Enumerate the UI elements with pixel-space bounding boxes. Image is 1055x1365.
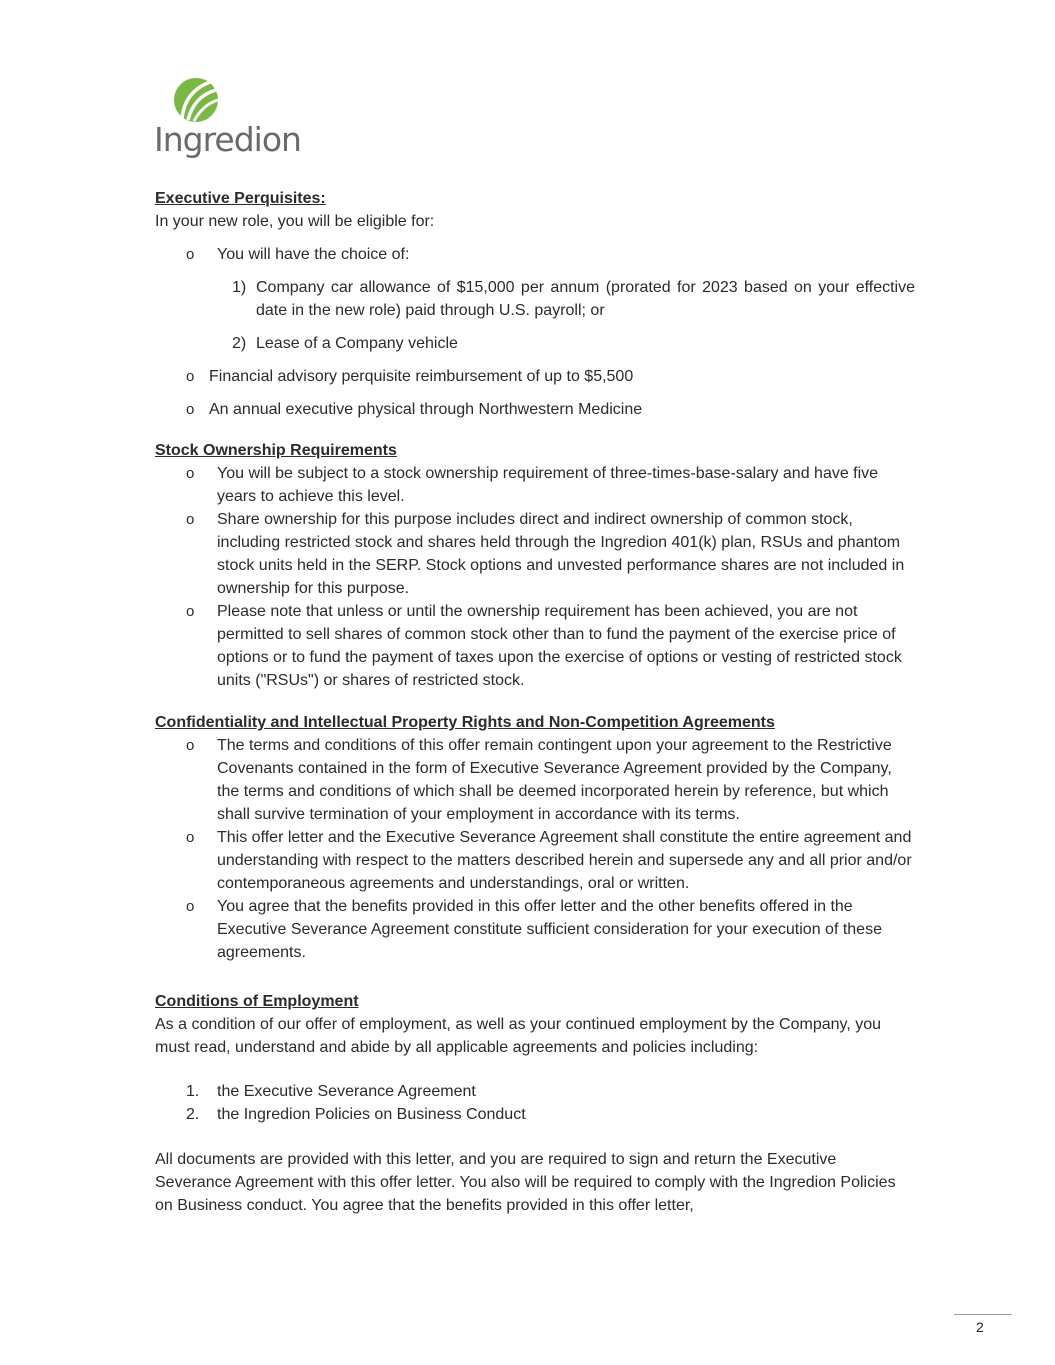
perks-choice: You will have the choice of: (217, 246, 410, 263)
stock-bullet-2: Share ownership for this purpose includes direct and indirect ownership of common stock, including restricted stock and shares held through the Ingredion 401(k) plan, RSUs and phantom stock units held in the SERP. Stock options and unvested performance shares are not included in ownership for this purpose. (217, 511, 905, 597)
list-item (155, 508, 915, 600)
confidentiality-heading: Confidentiality and Intellectual Property Rights and Non-Competition Agreements (155, 714, 775, 731)
perks-item-2: Financial advisory perquisite reimbursement of up to $5,500 (209, 368, 634, 385)
list-item (155, 243, 915, 266)
conditions-intro: As a condition of our offer of employment, as well as your continued employment by the Company, you must read, understand and abide by all applicable agreements and policies including: (155, 1016, 882, 1056)
bullet-marker: o (186, 603, 195, 620)
page-number: 2 (976, 1319, 984, 1335)
stock-bullet-1: You will be subject to a stock ownership requirement of three-times-base-salary and have five years to achieve this level. (217, 465, 879, 505)
conf-bullet-3: You agree that the benefits provided in this offer letter and the other benefits offered in the Executive Severance Agreement constitute sufficient consideration for your execution of these agreements. (217, 898, 882, 961)
perks-option-1: Company car allowance of $15,000 per annum (prorated for 2023 based on your effective date in the new role) paid through U.S. payroll; or (256, 279, 915, 319)
list-item (155, 398, 915, 421)
number-marker: 1) (232, 279, 247, 296)
number-marker: 1. (186, 1083, 200, 1100)
list-item (155, 332, 915, 355)
bullet-marker: o (186, 368, 195, 385)
bullet-marker: o (186, 401, 195, 418)
conf-bullet-1: The terms and conditions of this offer remain contingent upon your agreement to the Restrictive Covenants contained in the form of Executive Severance Agreement provided by the Company, the terms and conditions of which shall be deemed incorporated herein by reference, but which shall survive termination of your employment in accordance with its terms. (217, 737, 892, 823)
stock-heading: Stock Ownership Requirements (155, 442, 397, 459)
conditions-item-1: the Executive Severance Agreement (217, 1083, 476, 1100)
list-item (155, 1080, 915, 1103)
bullet-marker: o (186, 511, 195, 528)
perks-item-3: An annual executive physical through Northwestern Medicine (209, 401, 643, 418)
number-marker: 2) (232, 335, 247, 352)
conditions-closing: All documents are provided with this letter, and you are required to sign and return the Executive Severance Agreement with this offer letter. You also will be required to comply with the Ingredion Policies on Business conduct. You agree that the benefits provided in this offer letter, (155, 1151, 896, 1214)
logo-wordmark: Ingredion (154, 120, 301, 159)
list-item (155, 734, 915, 826)
list-item (155, 365, 915, 388)
list-item (155, 600, 915, 692)
perks-heading: Executive Perquisites: (155, 190, 326, 207)
bullet-marker: o (186, 465, 195, 482)
list-item (155, 826, 915, 895)
number-marker: 2. (186, 1106, 200, 1123)
list-item (155, 462, 915, 508)
conditions-item-2: the Ingredion Policies on Business Conduct (217, 1106, 526, 1123)
conditions-heading: Conditions of Employment (155, 993, 359, 1010)
bullet-marker: o (186, 246, 195, 263)
list-item (155, 1103, 915, 1126)
list-item (155, 895, 915, 964)
perks-intro: In your new role, you will be eligible for: (155, 213, 435, 230)
bullet-marker: o (186, 898, 195, 915)
perks-option-2: Lease of a Company vehicle (256, 335, 458, 352)
stock-bullet-3: Please note that unless or until the ownership requirement has been achieved, you are not permitted to sell shares of common stock other than to fund the payment of the exercise price of options or to fund the payment of taxes upon the exercise of options or vesting of restricted stock units ("RSUs") or shares of restricted stock. (217, 603, 902, 689)
bullet-marker: o (186, 829, 195, 846)
list-item (155, 276, 915, 322)
letter-body (155, 187, 915, 1217)
bullet-marker: o (186, 737, 195, 754)
footer-divider (954, 1314, 1012, 1315)
conf-bullet-2: This offer letter and the Executive Severance Agreement shall constitute the entire agreement and understanding with respect to the matters described herein and supersede any and all prior and/or contemporaneous agreements and understandings, oral or written. (217, 829, 912, 892)
